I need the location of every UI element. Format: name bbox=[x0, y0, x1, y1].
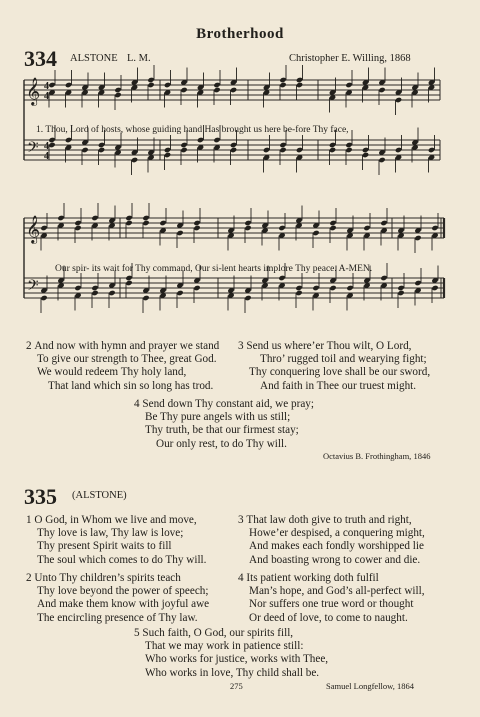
section-title: Brotherhood bbox=[196, 26, 284, 42]
author-year: 1846 bbox=[413, 451, 431, 461]
time-signature: 4 bbox=[44, 91, 49, 102]
tune-name: ALSTONE bbox=[70, 53, 118, 64]
verse-line: Who works in love, Thy child shall be. bbox=[145, 666, 320, 679]
verse-line: Howe’er despised, a conquering might, bbox=[249, 527, 425, 540]
verse-335-4 bbox=[238, 572, 425, 625]
hymn-number-335: 335 bbox=[24, 484, 57, 509]
verse-line: Nor suffers one true word or thought bbox=[249, 598, 414, 611]
time-signature: 4 bbox=[44, 81, 49, 92]
verse-line: And boasting wrong to cower and die. bbox=[249, 553, 421, 566]
verse-334-4 bbox=[134, 398, 314, 451]
verse-line: Such faith, O God, our spirits fill, bbox=[142, 627, 294, 639]
treble-clef: 𝄞 bbox=[26, 215, 41, 243]
time-signature: 4 bbox=[44, 151, 49, 162]
verse-number: 2 bbox=[26, 340, 32, 352]
verse-line: And makes each fondly worshipped lie bbox=[249, 540, 424, 553]
verse-number: 4 bbox=[238, 572, 244, 584]
verse-number: 4 bbox=[134, 398, 140, 410]
verse-number: 3 bbox=[238, 514, 244, 526]
verse-line: We would redeem Thy holy land, bbox=[37, 366, 187, 379]
verse-334-3 bbox=[238, 340, 430, 393]
verse-line: Thy love beyond the power of speech; bbox=[37, 585, 209, 598]
author-credit-334 bbox=[323, 451, 430, 461]
hymn-number-334: 334 bbox=[24, 46, 57, 71]
lyric-line-1: 1. Thou, Lord of hosts, whose guiding hand Has brought us here be-fore Thy face, bbox=[36, 125, 349, 135]
lyric-line-2: Our spir- its wait for Thy command, Our si-lent hearts implore Thy peace. A-MEN. bbox=[55, 264, 373, 274]
verse-334-2 bbox=[26, 340, 219, 393]
bass-clef: 𝄢 bbox=[27, 277, 39, 298]
verse-335-3 bbox=[238, 514, 425, 567]
verse-number: 1 bbox=[26, 514, 32, 526]
verse-line: Thy love is law, Thy law is love; bbox=[37, 527, 184, 540]
verse-335-1 bbox=[26, 514, 206, 567]
composer: Christopher E. Willing, 1868 bbox=[289, 53, 411, 64]
verse-line: Thy truth, be that our firmest stay; bbox=[145, 424, 299, 437]
verse-number: 3 bbox=[238, 340, 244, 352]
author-name: Samuel Longfellow, bbox=[326, 681, 395, 691]
verse-line: And make them know with joyful awe bbox=[37, 598, 210, 611]
verse-line: Man’s hope, and God’s all-perfect will, bbox=[249, 585, 425, 598]
verse-line: Send down Thy constant aid, we pray; bbox=[142, 398, 315, 410]
verse-line: Thy conquering love shall be our sword, bbox=[249, 366, 431, 379]
verse-line: Or deed of love, to come to naught. bbox=[249, 611, 408, 624]
verse-line: And faith in Thee our truest might. bbox=[260, 379, 417, 392]
treble-clef: 𝄞 bbox=[26, 77, 41, 105]
verse-line: O God, in Whom we live and move, bbox=[34, 514, 197, 526]
verse-line: That law doth give to truth and right, bbox=[246, 514, 412, 526]
author-credit-335 bbox=[326, 681, 414, 691]
verse-line: Unto Thy children’s spirits teach bbox=[34, 572, 181, 584]
verse-line: The soul which comes to do Thy will. bbox=[37, 553, 207, 566]
verse-line: That we may work in patience still: bbox=[145, 640, 304, 653]
verse-line: To give our strength to Thee, great God. bbox=[37, 353, 217, 366]
verse-number: 2 bbox=[26, 572, 32, 584]
verse-number: 5 bbox=[134, 627, 140, 639]
verse-line: Our only rest, to do Thy will. bbox=[156, 437, 287, 450]
verse-line: Its patient working doth fulfil bbox=[246, 572, 379, 584]
author-name: Octavius B. Frothingham, bbox=[323, 451, 412, 461]
time-signature: 4 bbox=[44, 141, 49, 152]
author-year: 1864 bbox=[396, 681, 414, 691]
verse-335-5 bbox=[134, 627, 328, 680]
verse-line: Send us where’er Thou wilt, O Lord, bbox=[246, 340, 412, 352]
page-number: 275 bbox=[230, 681, 243, 691]
meter: L. M. bbox=[127, 53, 151, 64]
verse-line: That land which sin so long has trod. bbox=[48, 379, 214, 392]
verse-line: Thy present Spirit waits to fill bbox=[37, 540, 172, 553]
verse-335-2 bbox=[26, 572, 209, 625]
verse-line: Who works for justice, works with Thee, bbox=[145, 653, 329, 666]
verse-line: Thro’ rugged toil and wearying fight; bbox=[260, 353, 427, 366]
verse-line: And now with hymn and prayer we stand bbox=[34, 340, 220, 352]
verse-line: The encircling presence of Thy law. bbox=[37, 611, 198, 624]
bass-clef: 𝄢 bbox=[27, 139, 39, 160]
verse-line: Be Thy pure angels with us still; bbox=[145, 411, 291, 424]
tune-reference: (ALSTONE) bbox=[72, 490, 127, 501]
